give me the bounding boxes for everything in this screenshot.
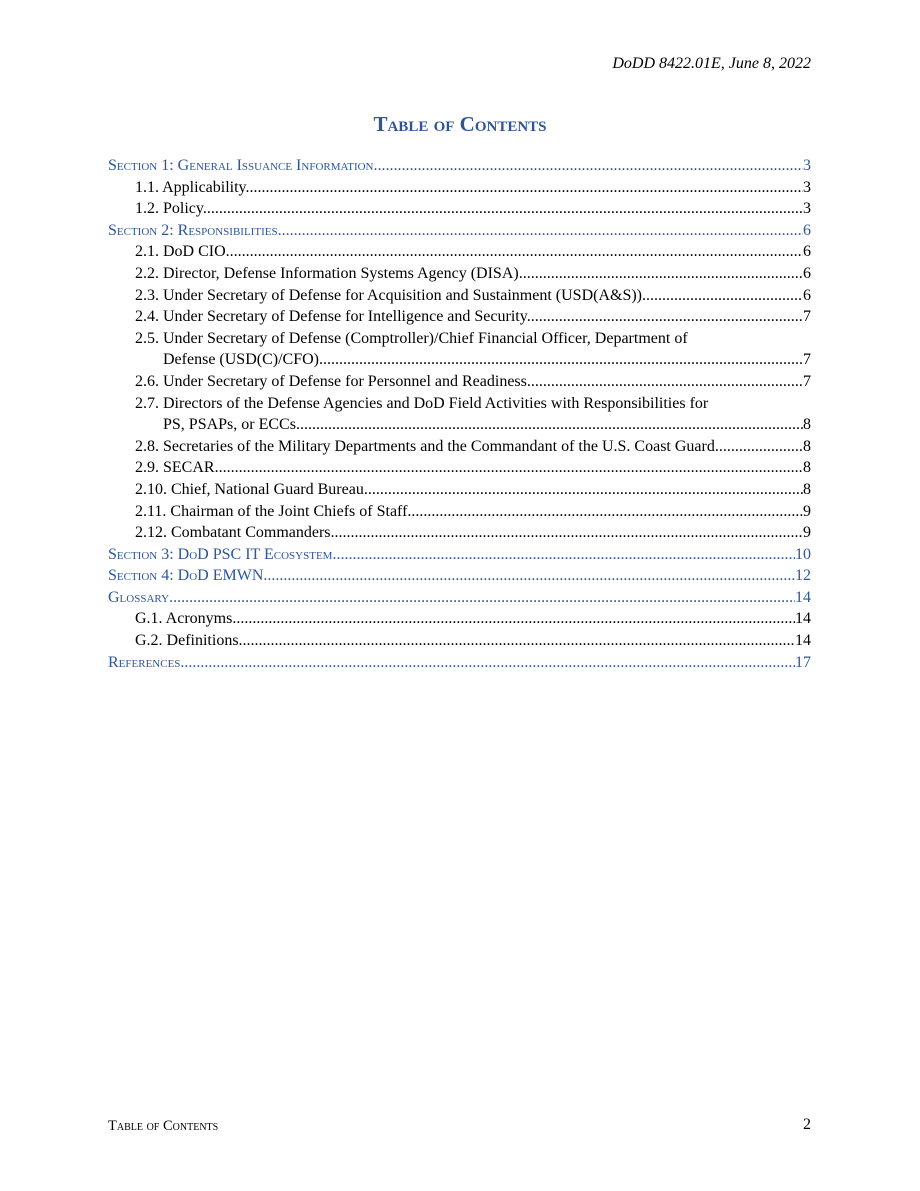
toc-page-number: 14 (795, 610, 811, 628)
toc-entry-references[interactable] (108, 652, 811, 674)
toc-entry-2-12[interactable] (108, 522, 811, 544)
toc-page-number: 9 (803, 524, 811, 542)
toc-entry-label: 2.7. Directors of the Defense Agencies and DoD Field Activities with Responsibilities for (135, 394, 709, 412)
toc-entry-2-4[interactable] (108, 306, 811, 328)
toc-entry-1-1[interactable] (108, 177, 811, 199)
page-title: Table of Contents (373, 112, 547, 136)
toc-entry-label: 2.1. DoD CIO. (135, 243, 230, 261)
document-header: DoDD 8422.01E, June 8, 2022 (612, 55, 811, 72)
toc-entry-label: Section 3: DoD PSC IT Ecosystem (108, 545, 333, 563)
toc-entry-label: 2.4. Under Secretary of Defense for Intelligence and Security. (135, 308, 531, 326)
toc-leader-dots (180, 652, 795, 674)
toc-entry-2-1[interactable] (108, 241, 811, 263)
toc-entry-2-9[interactable] (108, 457, 811, 479)
toc-entry-label-continued: PS, PSAPs, or ECCs. (163, 416, 300, 434)
toc-leader-dots (319, 349, 803, 371)
toc-page-number: 3 (803, 200, 811, 218)
toc-leader-dots (278, 220, 803, 242)
toc-page-number: 14 (795, 588, 811, 606)
toc-leader-dots (263, 565, 795, 587)
toc-leader-dots (169, 587, 795, 609)
toc-leader-dots (368, 479, 803, 501)
toc-entry-section-2[interactable] (108, 220, 811, 242)
toc-entry-2-3[interactable] (108, 285, 811, 307)
toc-page-number: 8 (803, 437, 811, 455)
toc-entry-g-1[interactable] (108, 608, 811, 630)
toc-leader-dots (207, 198, 803, 220)
toc-entry-section-1[interactable] (108, 155, 811, 177)
toc-entry-2-10[interactable] (108, 479, 811, 501)
toc-entry-section-4[interactable] (108, 565, 811, 587)
toc-page-number: 17 (795, 653, 811, 671)
toc-page-number: 6 (803, 221, 811, 239)
toc-leader-dots (527, 371, 803, 393)
toc-entry-2-7[interactable] (108, 393, 811, 436)
toc-page-number: 3 (803, 157, 811, 174)
toc-page-number: 14 (795, 632, 811, 650)
toc-entry-label: 2.3. Under Secretary of Defense for Acquisition and Sustainment (USD(A&S)) (135, 286, 642, 304)
toc-page-number: 7 (803, 351, 811, 369)
toc-entry-label: 2.6. Under Secretary of Defense for Personnel and Readiness (135, 372, 527, 390)
toc-page-number: 12 (795, 567, 811, 585)
toc-leader-dots (331, 522, 803, 544)
toc-leader-dots (719, 436, 803, 458)
toc-page-number: 8 (803, 416, 811, 434)
toc-page-number: 9 (803, 502, 811, 520)
toc-entry-label: References (108, 653, 181, 671)
toc-entry-label: 1.1. Applicability. (135, 178, 250, 196)
toc-leader-dots (531, 306, 803, 328)
toc-entry-2-2[interactable] (108, 263, 811, 285)
toc-page-number: 6 (803, 264, 811, 282)
toc-leader-dots (642, 285, 803, 307)
toc-leader-dots (374, 155, 803, 177)
toc-leader-dots (243, 630, 795, 652)
toc-page-number: 10 (795, 545, 811, 563)
toc-entry-label: 2.5. Under Secretary of Defense (Comptroller)/Chief Financial Officer, Department of (135, 329, 688, 347)
toc-leader-dots (411, 501, 803, 523)
toc-page-number: 3 (803, 178, 811, 196)
toc-entry-section-3[interactable] (108, 544, 811, 566)
toc-entry-2-11[interactable] (108, 501, 811, 523)
toc-page-number: 7 (803, 372, 811, 390)
toc-entry-glossary[interactable] (108, 587, 811, 609)
toc-entry-label: 2.8. Secretaries of the Military Departments and the Commandant of the U.S. Coast Guard. (135, 437, 719, 455)
toc-leader-dots (250, 177, 803, 199)
toc-leader-dots (332, 544, 795, 566)
toc-entry-label: 2.9. SECAR (135, 459, 215, 477)
toc-entry-label: 2.2. Director, Defense Information Systems Agency (DISA). (135, 264, 523, 282)
toc-entry-2-5[interactable] (108, 328, 811, 371)
toc-entry-g-2[interactable] (108, 630, 811, 652)
toc-entry-label: G.2. Definitions. (135, 632, 243, 650)
toc-page-number: 8 (803, 480, 811, 498)
toc-entry-label: 2.12. Combatant Commanders (135, 524, 331, 542)
toc-entry-label-continued: Defense (USD(C)/CFO) (163, 351, 319, 369)
toc-page-number: 8 (803, 459, 811, 477)
table-of-contents (108, 155, 811, 673)
toc-leader-dots (300, 414, 803, 436)
toc-leader-dots (215, 457, 803, 479)
toc-entry-label: Section 4: DoD EMWN (108, 567, 264, 585)
toc-entry-1-2[interactable] (108, 198, 811, 220)
toc-entry-label: G.1. Acronyms. (135, 610, 237, 628)
toc-page-number: 6 (803, 286, 811, 304)
toc-leader-dots (236, 608, 795, 630)
toc-entry-2-8[interactable] (108, 436, 811, 458)
toc-page-number: 6 (803, 243, 811, 261)
toc-entry-label: 2.11. Chairman of the Joint Chiefs of Staff. (135, 502, 412, 520)
toc-entry-label: Glossary (108, 588, 170, 606)
footer-page-number: 2 (803, 1116, 811, 1133)
toc-entry-label: 2.10. Chief, National Guard Bureau. (135, 480, 368, 498)
footer-section-title: Table of Contents (108, 1118, 219, 1134)
toc-entry-label: 1.2. Policy. (135, 200, 207, 218)
toc-leader-dots (230, 241, 803, 263)
toc-page-number: 7 (803, 308, 811, 326)
toc-entry-label: Section 2: Responsibilities (108, 221, 278, 239)
toc-leader-dots (523, 263, 803, 285)
toc-entry-label: Section 1: General Issuance Information (108, 157, 374, 174)
toc-entry-2-6[interactable] (108, 371, 811, 393)
